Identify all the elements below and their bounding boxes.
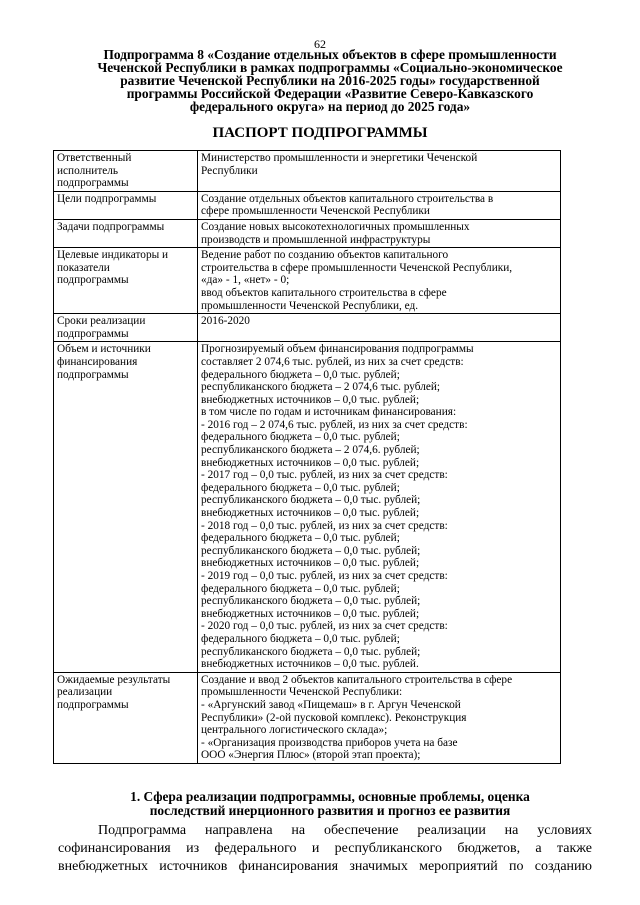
value-line: Республики» (2-ой пусковой комплекс). Реконструкция bbox=[201, 711, 467, 724]
label-line: подпрограммы bbox=[57, 368, 129, 381]
value-line: - 2017 год – 0,0 тыс. рублей, из них за счет средств: bbox=[201, 469, 448, 482]
table-row bbox=[54, 219, 561, 247]
table-row bbox=[54, 191, 561, 219]
label-line: исполнитель bbox=[57, 164, 119, 177]
value-line: составляет 2 074,6 тыс. рублей, из них за счет средств: bbox=[201, 355, 464, 368]
row-label bbox=[54, 672, 198, 763]
row-label bbox=[54, 219, 198, 247]
row-value bbox=[198, 342, 561, 672]
label-line: Ответственный bbox=[57, 152, 132, 164]
value-line: Создание новых высокотехнологичных промышленных bbox=[201, 220, 470, 233]
value-line: внебюджетных источников – 0,0 тыс. рублей; bbox=[201, 393, 420, 406]
value-line: федерального бюджета – 0,0 тыс. рублей; bbox=[201, 431, 400, 444]
label-line: показатели bbox=[57, 261, 110, 274]
table-row bbox=[54, 151, 561, 192]
value-line: ООО «Энергия Плюс» (второй этап проекта); bbox=[201, 749, 421, 762]
value-line: ввод объектов капитального строительства в сфере bbox=[201, 286, 447, 299]
label-line: Объем и источники bbox=[57, 343, 151, 356]
value-line: Ведение работ по созданию объектов капитального bbox=[201, 249, 449, 262]
title-line: Чеченской Республики в рамках подпрограммы «Социально-экономическое bbox=[97, 60, 563, 75]
value-line: промышленности Чеченской Республики, ед. bbox=[201, 299, 419, 312]
page-number: 62 bbox=[314, 37, 326, 51]
value-line: Создание отдельных объектов капитального строительства в bbox=[201, 192, 494, 205]
value-line: - «Организация производства приборов учета на базе bbox=[201, 736, 458, 749]
paragraph-line: внебюджетных источников финансирования значимых мероприятий по созданию bbox=[58, 859, 592, 874]
value-line: внебюджетных источников – 0,0 тыс. рублей; bbox=[201, 456, 420, 469]
value-line: - 2018 год – 0,0 тыс. рублей, из них за счет средств: bbox=[201, 519, 448, 532]
value-line: внебюджетных источников – 0,0 тыс. рублей; bbox=[201, 607, 420, 620]
value-line: промышленности Чеченской Республики: bbox=[201, 686, 403, 699]
section-heading-line: последствий инерционного развития и прогноз ее развития bbox=[149, 803, 511, 818]
value-line: республиканского бюджета – 0,0 тыс. рублей; bbox=[201, 595, 421, 608]
label-line: Целевые индикаторы и bbox=[57, 249, 169, 262]
label-line: реализации bbox=[57, 686, 113, 699]
title-line: федерального округа» на период до 2025 года» bbox=[189, 99, 471, 114]
value-line: в том числе по годам и источникам финансирования: bbox=[201, 406, 457, 419]
value-line: внебюджетных источников – 0,0 тыс. рублей; bbox=[201, 557, 420, 570]
value-line: республиканского бюджета – 0,0 тыс. рублей; bbox=[201, 645, 421, 658]
row-label bbox=[54, 314, 198, 342]
value-line: республиканского бюджета – 2 074,6. рублей; bbox=[201, 444, 420, 457]
title-line: развитие Чеченской Республики на 2016-2025 годы» государственной bbox=[120, 73, 540, 88]
value-line: сфере промышленности Чеченской Республики bbox=[201, 205, 430, 218]
label-line: подпрограммы bbox=[57, 177, 129, 190]
label-line: Цели подпрограммы bbox=[57, 192, 157, 205]
row-label bbox=[54, 248, 198, 314]
value-line: федерального бюджета – 0,0 тыс. рублей; bbox=[201, 532, 400, 545]
passport-heading: ПАСПОРТ ПОДПРОГРАММЫ bbox=[212, 125, 428, 141]
value-line: - «Аргунский завод «Пищемаш» в г. Аргун Чеченской bbox=[201, 698, 461, 711]
value-line: производств и промышленной инфраструктуры bbox=[201, 233, 431, 246]
paragraph-line: софинансирования из федерального и республиканского бюджетов, а также bbox=[58, 841, 592, 856]
row-value bbox=[198, 672, 561, 763]
row-value bbox=[198, 191, 561, 219]
value-line: республиканского бюджета – 0,0 тыс. рублей; bbox=[201, 494, 421, 507]
table-row bbox=[54, 342, 561, 672]
value-line: Создание и ввод 2 объектов капитального строительства в сфере bbox=[201, 673, 513, 686]
value-line: «да» - 1, «нет» - 0; bbox=[201, 274, 290, 287]
label-line: Сроки реализации bbox=[57, 315, 146, 328]
value-line: Прогнозируемый объем финансирования подпрограммы bbox=[201, 343, 474, 356]
value-line: республиканского бюджета – 0,0 тыс. рублей; bbox=[201, 544, 421, 557]
value-line: - 2016 год – 2 074,6 тыс. рублей, из них за счет средств: bbox=[201, 418, 468, 431]
table-row bbox=[54, 672, 561, 763]
row-value bbox=[198, 219, 561, 247]
value-line: строительства в сфере промышленности Чеченской Республики, bbox=[201, 261, 513, 274]
label-line: финансирования bbox=[57, 355, 138, 368]
value-line: Республики bbox=[201, 164, 258, 177]
value-line: Министерство промышленности и энергетики Чеченской bbox=[201, 152, 478, 164]
label-line: подпрограммы bbox=[57, 274, 129, 287]
title-line: Подпрограмма 8 «Создание отдельных объектов в сфере промышленности bbox=[103, 47, 557, 62]
value-line: федерального бюджета – 0,0 тыс. рублей; bbox=[201, 632, 400, 645]
row-value bbox=[198, 314, 561, 342]
value-line: - 2019 год – 0,0 тыс. рублей, из них за счет средств: bbox=[201, 570, 448, 582]
paragraph-line: Подпрограмма направлена на обеспечение реализации на условиях bbox=[98, 823, 592, 838]
passport-table bbox=[53, 150, 561, 764]
section-heading-line: 1. Сфера реализации подпрограммы, основные проблемы, оценка bbox=[130, 789, 530, 804]
label-line: Ожидаемые результаты bbox=[57, 673, 171, 686]
row-label bbox=[54, 342, 198, 672]
title-line: программы Российской Федерации «Развитие Северо-Кавказского bbox=[126, 86, 534, 101]
value-line: федерального бюджета – 0,0 тыс. рублей; bbox=[201, 481, 400, 494]
row-value bbox=[198, 248, 561, 314]
value-line: внебюджетных источников – 0,0 тыс. рублей. bbox=[201, 658, 419, 671]
value-line: республиканского бюджета – 2 074,6 тыс. рублей; bbox=[201, 381, 441, 394]
value-line: 2016-2020 bbox=[201, 315, 250, 328]
value-line: центрального логистического склада»; bbox=[201, 724, 388, 737]
value-line: внебюджетных источников – 0,0 тыс. рублей; bbox=[201, 507, 420, 520]
value-line: федерального бюджета – 0,0 тыс. рублей; bbox=[201, 582, 400, 595]
table-row bbox=[54, 248, 561, 314]
body-paragraph bbox=[58, 822, 592, 876]
section-heading bbox=[60, 790, 600, 818]
document-title bbox=[60, 48, 600, 113]
label-line: подпрограммы bbox=[57, 327, 129, 340]
label-line: Задачи подпрограммы bbox=[57, 220, 165, 233]
value-line: федерального бюджета – 0,0 тыс. рублей; bbox=[201, 368, 400, 381]
row-label bbox=[54, 191, 198, 219]
table-row bbox=[54, 314, 561, 342]
row-value bbox=[198, 151, 561, 192]
label-line: подпрограммы bbox=[57, 698, 129, 711]
value-line: - 2020 год – 0,0 тыс. рублей, из них за счет средств: bbox=[201, 620, 448, 633]
row-label bbox=[54, 151, 198, 192]
